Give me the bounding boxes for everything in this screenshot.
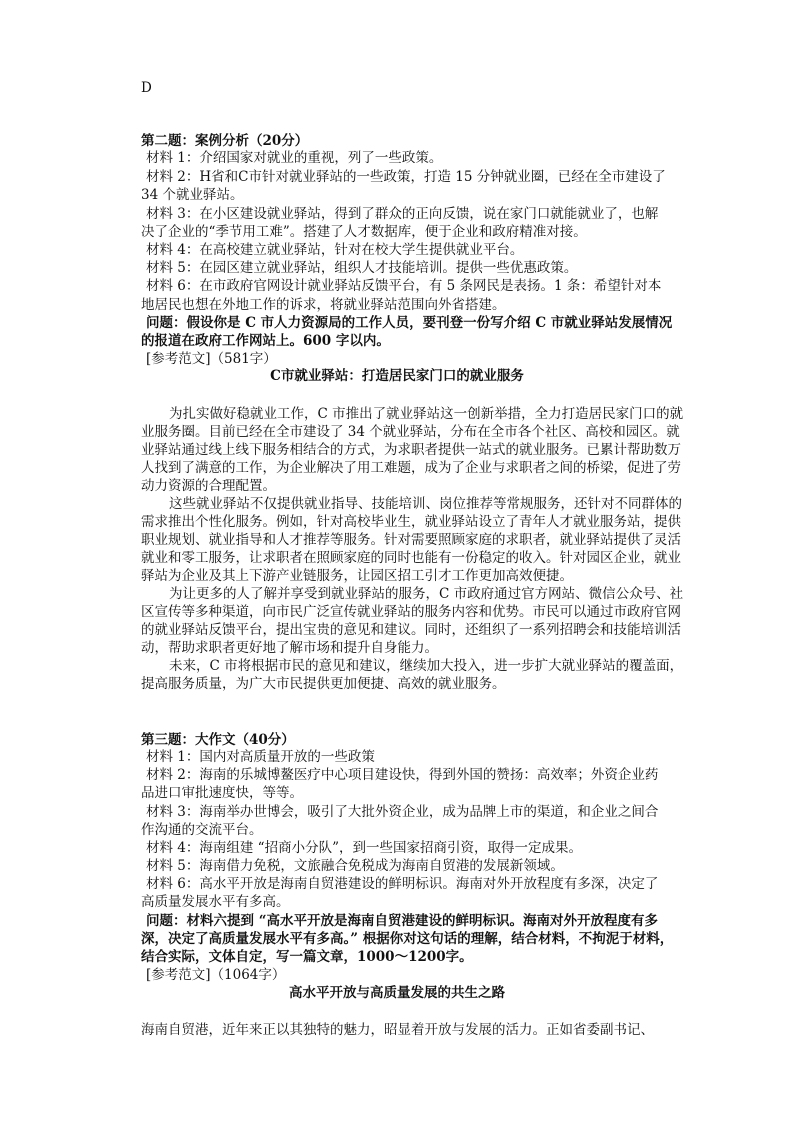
q2-essay-title: C市就业驿站：打造居民家门口的就业服务 [270,368,524,384]
q3-heading: 第三题：大作文（40分） [141,732,295,748]
q2-heading: 第二题：案例分析（20分） [141,133,309,149]
q2-essay-line: 业服务圈。目前已经在全市建设了 34 个就业驿站，分布在全市各个社区、高校和园区。就 [141,424,680,440]
q2-essay-line: 动力资源的合理配置。 [141,478,276,494]
q3-material-line: 品进口审批速度快，等等。 [141,785,303,801]
q3-material-line: 材料 3：海南举办世博会，吸引了大批外资企业，成为品牌上市的渠道，和企业之间合 [146,804,659,820]
q2-essay-line: 为让更多的人了解并享受到就业驿站的服务，C 市政府通过官方网站、微信公众号、社 [169,586,684,602]
q2-material-line: 决了企业的“季节用工难”。搭建了人才数据库，便于企业和政府精准对接。 [141,224,587,240]
q2-essay-line: 这些就业驿站不仅提供就业指导、技能培训、岗位推荐等常规服务，还针对不同群体的 [169,496,682,512]
q3-material-line: 作沟通的交流平台。 [141,822,263,838]
q2-essay-line: 需求推出个性化服务。例如，针对高校毕业生，就业驿站设立了青年人才就业服务站，提供 [141,514,681,530]
q3-material-line: 材料 5：海南借力免税，文旅融合免税成为海南自贸港的发展新领域。 [146,858,564,874]
q2-essay-line: 职业规划、就业指导和人才推荐等服务。针对需要照顾家庭的求职者，就业驿站提供了灵活 [141,532,681,548]
q2-essay-line: 人找到了满意的工作，为企业解决了用工难题，成为了企业与求职者之间的桥梁，促进了劳 [141,460,681,476]
q3-material-line: 材料 1：国内对高质量开放的一些政策 [146,749,375,765]
q3-material-line: 材料 2：海南的乐城博鳌医疗中心项目建设快，得到外国的赞扬：高效率；外资企业药 [146,767,659,783]
q2-essay-line: 就业和零工服务，让求职者在照顾家庭的同时也能有一份稳定的收入。针对园区企业，就业 [141,550,681,566]
q2-material-line: 材料 3：在小区建设就业驿站，得到了群众的正向反馈，说在家门口就能就业了，也解 [146,206,659,222]
q2-material-line: 材料 2：H省和C市针对就业驿站的一些政策，打造 15 分钟就业圈，已经在全市建设了 [146,169,666,185]
q2-material-line: 34 个就业驿站。 [141,187,244,203]
q2-essay-line: 业驿站通过线上线下服务相结合的方式，为求职者提供一站式的就业服务。已累计帮助数万 [141,442,681,458]
q2-essay-line: 未来，C 市将根据市民的意见和建议，继续加大投入，进一步扩大就业驿站的覆盖面， [169,658,684,674]
q2-essay-line: 为扎实做好稳就业工作，C 市推出了就业驿站这一创新举措，全力打造居民家门口的就 [169,406,684,422]
q3-essay-title: 高水平开放与高质量发展的共生之路 [289,985,505,1001]
q2-material-line: 材料 6：在市政府官网设计就业驿站反馈平台，有 5 条网民是表扬。1 条：希望针对本 [146,278,662,294]
q3-material-line: 高质量发展水平有多高。 [141,894,290,910]
q3-question-line: 问题：材料六提到 “高水平开放是海南自贸港建设的鲜明标识。海南对外开放程度有多 [146,913,658,929]
q2-question-line: 的报道在政府工作网站上。600 字以内。 [141,333,390,349]
answer-mark: D [141,80,152,96]
q2-material-line: 材料 5：在园区建立就业驿站，组织人才技能培训。提供一些优惠政策。 [146,260,578,276]
q2-essay-line: 动，帮助求职者更好地了解市场和提升自身能力。 [141,640,438,656]
q3-reference-label: [参考范文]（1064字） [146,967,286,983]
q2-essay-line: 提高服务质量，为广大市民提供更加便捷、高效的就业服务。 [141,676,506,692]
q2-material-line: 地居民也想在外地工作的诉求，将就业驿站范围向外省搭建。 [141,297,506,313]
q2-question-line: 问题：假设你是 C 市人力资源局的工作人员，要刊登一份写介绍 C 市就业驿站发展情况 [146,315,673,331]
q2-material-line: 材料 1：介绍国家对就业的重视，列了一些政策。 [146,150,443,166]
q3-material-line: 材料 6：高水平开放是海南自贸港建设的鲜明标识。海南对外开放程度有多深，决定了 [146,876,659,892]
q3-question-line: 深，决定了高质量发展水平有多高。” 根据你对这句话的理解，结合材料，不拘泥于材料， [141,931,674,947]
q2-essay-line: 的就业驿站反馈平台，提出宝贵的意见和建议。同时，还组织了一系列招聘会和技能培训活 [141,622,681,638]
q3-question-line: 结合实际，文体自定，写一篇文章，1000～1200字。 [141,949,473,965]
q3-material-line: 材料 4：海南组建 “招商小分队”，到一些国家招商引资，取得一定成果。 [146,840,582,856]
q3-essay-line: 海南自贸港，近年来正以其独特的魅力，昭显着开放与发展的活力。正如省委副书记、 [141,1022,654,1038]
q2-essay-line: 区宣传等多种渠道，向市民广泛宣传就业驿站的服务内容和优势。市民可以通过市政府官网 [141,604,681,620]
q2-reference-label: [参考范文]（581字） [146,351,277,367]
q2-material-line: 材料 4：在高校建立就业驿站，针对在校大学生提供就业平台。 [146,242,524,258]
q2-essay-line: 驿站为企业及其上下游产业链服务，让园区招工引才工作更加高效便捷。 [141,568,573,584]
